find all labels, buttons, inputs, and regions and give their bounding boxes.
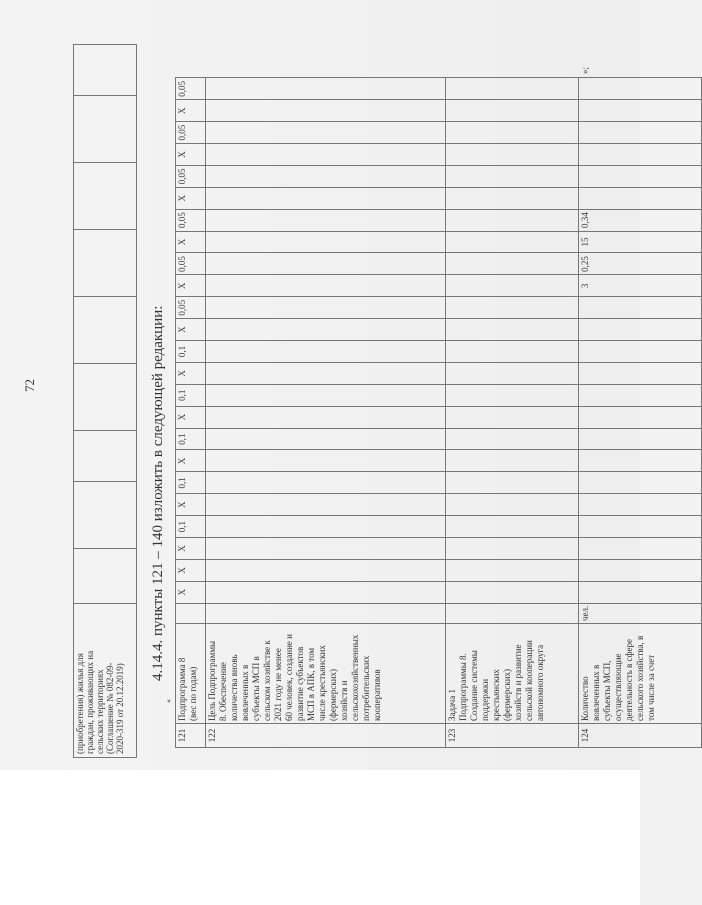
indicator-name-line: (фермерских): [502, 668, 512, 721]
value-cell: [206, 209, 446, 231]
previous-table-cell: [74, 230, 137, 297]
value-cell: [446, 78, 579, 100]
indicator-name-cell: [579, 624, 702, 724]
unit-cell: [206, 603, 446, 623]
previous-table-text-cell: [74, 604, 137, 758]
indicator-name-line: субъекты МСП в: [251, 656, 261, 721]
value-cell: 3: [579, 275, 702, 297]
indicator-name-line: крестьянских: [491, 669, 501, 721]
value-cell: [206, 100, 446, 122]
value-cell: [206, 165, 446, 187]
value-cell: [579, 78, 702, 100]
value-cell: X: [176, 100, 206, 122]
indicator-name-cell: [446, 624, 579, 724]
value-cell: [446, 538, 579, 560]
value-cell: [206, 538, 446, 560]
value-cell: [206, 559, 446, 581]
indicator-name-line: сельском хозяйстве к: [262, 640, 272, 721]
indicator-name-line: субъекты МСП,: [602, 660, 612, 721]
value-cell: [579, 297, 702, 319]
value-cell: [206, 406, 446, 428]
value-cell: [206, 187, 446, 209]
indicator-name-line: (фермерских): [328, 668, 338, 721]
value-cell: [579, 428, 702, 450]
previous-table-cell: [74, 163, 137, 230]
corner-mark: »;: [580, 66, 590, 74]
value-cell: X: [176, 406, 206, 428]
previous-table-cell: [74, 431, 137, 482]
value-cell: [579, 472, 702, 494]
value-cell: [579, 362, 702, 384]
value-cell: X: [176, 362, 206, 384]
value-cell: [446, 428, 579, 450]
value-cell: [446, 341, 579, 363]
value-cell: 0,05: [176, 122, 206, 144]
value-cell: [579, 406, 702, 428]
previous-table-line: граждан, проживающих на: [85, 650, 95, 754]
unit-cell: [446, 603, 579, 623]
indicator-name-line: количества вновь: [229, 654, 239, 721]
value-cell: [446, 450, 579, 472]
value-cell: [446, 187, 579, 209]
value-cell: [206, 341, 446, 363]
value-cell: [579, 144, 702, 166]
previous-table-fragment: [73, 44, 137, 758]
value-cell: 0,1: [176, 428, 206, 450]
indicator-name-line: осуществляющие: [613, 653, 623, 721]
value-cell: [579, 494, 702, 516]
value-cell: 0,05: [176, 253, 206, 275]
indicator-name-line: Задача 1: [447, 689, 457, 721]
value-cell: X: [176, 231, 206, 253]
left-mark: «: [164, 699, 173, 703]
indicator-name-line: хозяйств и: [339, 680, 349, 721]
value-cell: [206, 144, 446, 166]
row-number-cell: 123: [446, 724, 579, 748]
value-cell: [579, 122, 702, 144]
indicator-name-line: потребительских: [361, 655, 371, 721]
value-cell: [579, 165, 702, 187]
value-cell: [446, 319, 579, 341]
indicator-name-line: 60 человек, создание и: [284, 634, 294, 721]
value-cell: [206, 494, 446, 516]
value-cell: [446, 253, 579, 275]
value-cell: [446, 472, 579, 494]
previous-table-line: (Соглашение № 082-09-: [105, 662, 115, 754]
indicator-name-line: Цель Подпрограммы: [207, 640, 217, 721]
value-cell: [579, 319, 702, 341]
value-cell: [206, 581, 446, 603]
indicator-name-line: Создание системы: [469, 650, 479, 721]
previous-table-cell: [74, 96, 137, 163]
indicator-name-line: кооперативов: [372, 669, 382, 721]
rotated-page: [10, 28, 656, 758]
page-number: 72: [22, 379, 37, 392]
value-cell: [206, 472, 446, 494]
previous-table-line: (приобретения) жилья для: [75, 653, 85, 754]
row-number-cell: 121: [176, 724, 206, 748]
table-row: [446, 78, 579, 748]
value-cell: [446, 581, 579, 603]
value-cell: [206, 428, 446, 450]
indicator-name-line: Количество: [580, 676, 590, 721]
value-cell: X: [176, 559, 206, 581]
value-cell: X: [176, 144, 206, 166]
indicator-name-line: Подпрограммы 8.: [458, 653, 468, 721]
indicator-name-line: вовлеченных в: [591, 664, 601, 721]
value-cell: [446, 165, 579, 187]
indicator-name-line: деятельность в сфере: [624, 639, 634, 721]
value-cell: [446, 384, 579, 406]
indicator-name-line: 8. Обеспечение: [218, 662, 228, 721]
previous-table-cell: [74, 549, 137, 604]
indicator-name-line: автономного округа: [535, 644, 545, 721]
value-cell: [579, 187, 702, 209]
previous-table-cell: [74, 482, 137, 549]
main-table: [175, 77, 702, 748]
indicator-name-line: поддержки: [480, 678, 490, 721]
section-heading: 4.14.4. пункты 121 – 140 изложить в следующей редакции:: [150, 305, 166, 681]
value-cell: X: [176, 538, 206, 560]
value-cell: X: [176, 187, 206, 209]
table-row: [176, 78, 206, 748]
indicator-name-line: (вес по годам): [188, 666, 198, 721]
indicator-name-line: хозяйств и развитие: [513, 644, 523, 721]
row-number-cell: 122: [206, 724, 446, 748]
indicator-name-cell: [206, 624, 446, 724]
value-cell: [206, 78, 446, 100]
value-cell: [446, 406, 579, 428]
value-cell: [206, 253, 446, 275]
value-cell: [206, 362, 446, 384]
value-cell: [446, 516, 579, 538]
value-cell: X: [176, 581, 206, 603]
unit-cell: [176, 603, 206, 623]
value-cell: X: [176, 319, 206, 341]
value-cell: [446, 362, 579, 384]
value-cell: [579, 559, 702, 581]
value-cell: [446, 494, 579, 516]
row-number-cell: 124: [579, 724, 702, 748]
value-cell: [446, 231, 579, 253]
value-cell: [579, 450, 702, 472]
indicator-name-line: Подпрограмма 8: [177, 657, 187, 721]
indicator-name-line: МСП в АПК, в том: [306, 647, 316, 721]
indicator-name-line: сельской кооперации: [524, 640, 534, 721]
value-cell: X: [176, 450, 206, 472]
previous-table-line: 2020-319 от 20.12.2019): [115, 663, 125, 754]
table-row: [206, 78, 446, 748]
value-cell: [446, 100, 579, 122]
value-cell: [206, 319, 446, 341]
value-cell: 0,1: [176, 516, 206, 538]
value-cell: 0,05: [176, 209, 206, 231]
value-cell: 15: [579, 231, 702, 253]
previous-table-cell: [74, 364, 137, 431]
value-cell: X: [176, 494, 206, 516]
indicator-name-line: развитие субъектов: [295, 646, 305, 721]
indicator-name-line: 2021 году не менее: [273, 648, 283, 721]
value-cell: [446, 275, 579, 297]
indicator-name-cell: [176, 624, 206, 724]
value-cell: 0,25: [579, 253, 702, 275]
value-cell: X: [176, 275, 206, 297]
value-cell: [206, 275, 446, 297]
value-cell: [579, 100, 702, 122]
value-cell: [206, 516, 446, 538]
value-cell: [446, 209, 579, 231]
previous-table-cell: [74, 45, 137, 96]
value-cell: [579, 516, 702, 538]
value-cell: 0,05: [176, 297, 206, 319]
value-cell: [579, 341, 702, 363]
value-cell: [206, 297, 446, 319]
value-cell: [579, 581, 702, 603]
value-cell: [446, 297, 579, 319]
value-cell: [446, 144, 579, 166]
value-cell: [579, 384, 702, 406]
indicator-name-line: том числе за счет: [646, 654, 656, 721]
unit-cell: чел.: [579, 603, 702, 623]
value-cell: 0,1: [176, 384, 206, 406]
value-cell: 0,1: [176, 341, 206, 363]
value-cell: [579, 538, 702, 560]
table-row: [579, 78, 702, 748]
value-cell: 0,34: [579, 209, 702, 231]
indicator-name-line: сельского хозяйства, в: [635, 635, 645, 721]
value-cell: 0,05: [176, 78, 206, 100]
indicator-name-line: числе крестьянских: [317, 645, 327, 721]
indicator-name-line: вовлеченных в: [240, 664, 250, 721]
value-cell: 0,1: [176, 472, 206, 494]
value-cell: 0,05: [176, 165, 206, 187]
value-cell: [206, 384, 446, 406]
value-cell: [206, 231, 446, 253]
value-cell: [206, 450, 446, 472]
previous-table-line: сельских территориях: [95, 669, 105, 754]
value-cell: [446, 559, 579, 581]
previous-table-cell: [74, 297, 137, 364]
value-cell: [206, 122, 446, 144]
value-cell: [446, 122, 579, 144]
indicator-name-line: сельскохозяйственных: [350, 634, 360, 721]
